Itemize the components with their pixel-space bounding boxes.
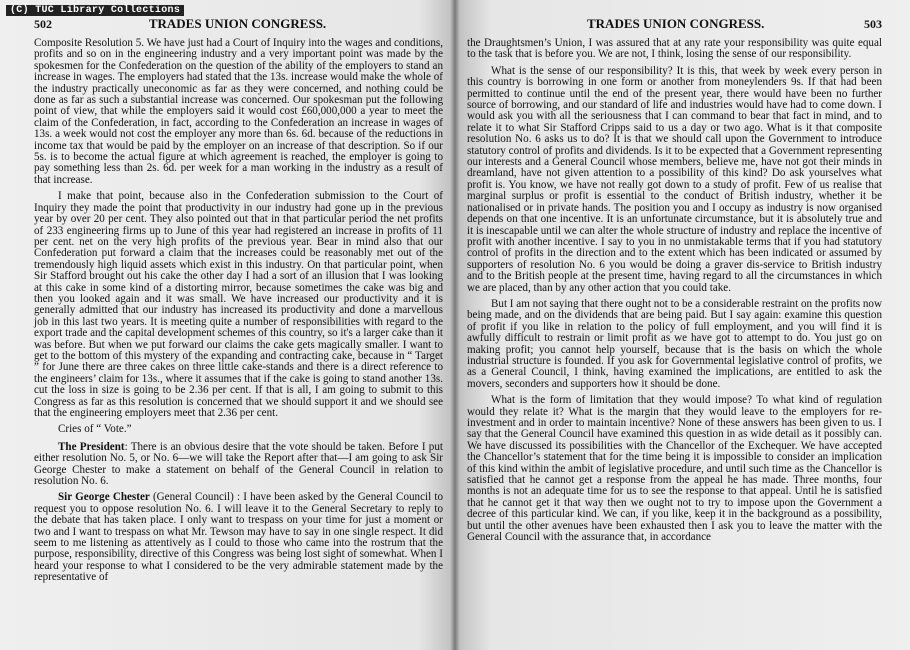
chester-speech [34, 492, 443, 583]
speaker-name: Sir George Chester [58, 491, 150, 504]
cries-of-vote: Cries of “ Vote.” [58, 423, 132, 436]
left-running-head [34, 16, 443, 34]
paragraph: What is the sense of our responsibility? It is this, that week by week every person in this country is borrowing in one form or another from moneylenders 9s. If that had been permitted to continue until the end of the present year, there would have been no further source of borrowing, and our standard of life and industries would have had to come down. I would ask you with all the seriousness that I can command to bear that fact in mind, and to relate it to what Sir Stafford Cripps said to us a day or two ago. What is it that composite resolution No. 6 asks us to do? It is that we should call upon the Government to introduce statutory control of profits and dividends. Is it to be expected that a Government representing our interests and a General Council whose members, believe me, have not got their minds in dreamland, have not given attention to a possibility of this kind? Do ask yourselves what profit is. You know, we have not really got down to a study of profit. Few of us realise that marginal surplus or profit is essential to the conduct of British industry, whether it be nationalised or in private hands. The position you and I occupy as industry is now organised depends on that one incentive. It is an unfortunate circumstance, but it is absolutely true and it is inescapable until we can alter the whole structure of industry and replace the incentive of profit with another incentive. I say to you in no unmistakable terms that if you had statutory control of profits in the direction and to the extent which has been indicated or assumed by supporters of resolution No. 6 you would be doing a graver dis-service to British industry and to the British people at the present time, having regard to all the circumstances in which we are placed, than by any other action that you could take. [467, 64, 882, 294]
right-page-body [467, 38, 882, 543]
left-page-body [34, 38, 443, 584]
right-page [455, 0, 910, 650]
copyright-watermark: (C) TUC Library Collections [6, 5, 184, 16]
right-running-head [467, 16, 882, 34]
right-running-title: TRADES UNION CONGRESS. [587, 16, 765, 31]
speech-text: : There is an obvious desire that the vote should be taken. Before I put either resolution No. 5, or No. 6—we will take the Report after that—I am going to ask Sir George Chester to make a statement on behalf of the General Council in relation to resolution No. 6. [34, 440, 443, 488]
right-page-number: 503 [864, 17, 882, 31]
paragraph: the Draughtsmen’s Union, I was assured that at any rate your responsibility was quite equal to the task that is before you. We are not, I think, losing the sense of our responsibility. [467, 37, 882, 61]
paragraph: I make that point, because also in the Confederation submission to the Court of Inquiry they made the point that productivity in our industry had gone up in the previous year by over 20 per cent. They also pointed out that in that particular period the net profits of 233 engineering firms up to June of this year had registered an increase in profits of 11 per cent. net on the very high profits of the previous year. Bear in mind also that our Confederation put forward a claim that the increases could be reasonably met out of the tremendously high liquid assets which exist in this industry. On that particular point, when Sir Stafford brought out his cake the other day I had a sort of an illusion that I was looking at this cake in some kind of a distorting mirror, because sometimes the cake was big and then you looked again and it was small. We have increased our productivity and it is generally admitted that our industry has increased its productivity and done a marvellous job in this last two years. It is meeting quite a number of responsibilities with regard to the export trade and the capital development schemes of this country, so it's a larger cake than it was before. But when we put forward our claims the cake gets magically smaller. I want to get to the bottom of this mystery of the expanding and contracting cake, because in “ Target ” for June there are three cakes on three little cake-stands and there is a direct reference to the engineers’ claim for 13s., where it assumes that if the cake is going to stand another 13s. cut the loss in size is going to be 2.36 per cent. If that is all, I am going to submit to this Congress as far as this resolution is concerned that we should support it and we should see that the engineering employers meet that 2.36 per cent. [34, 190, 443, 419]
book-gutter [450, 0, 460, 650]
left-running-title: TRADES UNION CONGRESS. [148, 16, 327, 31]
paragraph: What is the form of limitation that they would impose? To what kind of regulation would they relate it? What is the margin that they would leave to the employers for re-investment and in order to maintain incentive? None of these answers has been given to us. I say that the General Council have examined this question in as wide detail as it possibly can. We have discussed its possibilities with the Chancellor of the Exchequer. We have accepted the Chancellor’s statement that for the time being it is impossible to consider an implication of this kind within the ambit of legislative procedure, and until such time as the Chancellor is satisfied that he cannot get a response from the appeal he has made. Three months, four months is not an adequate time for us to see the response to that appeal. Until he is satisfied that he cannot get it that way then we ought not to try to impose upon the Government a decree of this particular kind. We can, if you like, keep it in the background as a possibility, but until the other avenues have been exhausted then I ask you to leave the matter with the General Council with the assurance that, in accordance [467, 394, 882, 544]
paragraph: Composite Resolution 5. We have just had a Court of Inquiry into the wages and conditions, profits and so on in the engineering industry and a very important point was made by the spokesmen for the Confederation on the question of the ability of the employers to stand an increase in wages. The employers had stated that the 13s. increase would make the whole of the industry practically uneconomic as far as they were concerned, and nothing could be done as far as such a substantial increase was concerned. Our spokesman put the following point of view, that while the employers said it would cost £60,000,000 a year to meet the claim of the Confederation, in fact, according to the Confederation an increase in wages of 13s. a week would not cost the employer any more than 6s. 6d. because of the reductions in income tax that would be paid by the employer on an increase of that description. So if our 5s. is to become the actual figure at which agreement is reached, the employer is going to pay something less than 2s. 6d. per week for a man working in the industry as a result of that increase. [34, 37, 444, 186]
paragraph: But I am not saying that there ought not to be a considerable restraint on the profits now being made, and on the dividends that are being paid. But I say again: examine this question of profit if you like in relation to the policy of full employment, and you will find it is awfully difficult to restrain or limit profit as we have got to attempt to do. You just go on making profit; you cannot help yourself, because that is the basis on which the whole industrial structure is founded. If you ask for Governmental legislative control of profits, we as a General Council, I think, having examined the implications, are entitled to ask the movers, seconders and supporters how it should be done. [467, 297, 882, 390]
left-page-number: 502 [34, 17, 52, 31]
speech-text: (General Council) : I have been asked by the General Council to request you to oppose resolution No. 6. I will leave it to the General Secretary to reply to the debate that has taken place. I only want to trespass on your time for just a moment or two and I want to trespass on what Mr. Tewson may have to say in one single respect. It did seem to me listening as attentively as I could to those who came into the rostrum that the purpose, responsibility, directive of this Congress was being lost sight of somewhat. When I heard your response to what I considered to be the very admirable statement made by the representative of [34, 491, 443, 584]
speaker-name: The President [58, 440, 125, 453]
president-speech [34, 442, 443, 488]
